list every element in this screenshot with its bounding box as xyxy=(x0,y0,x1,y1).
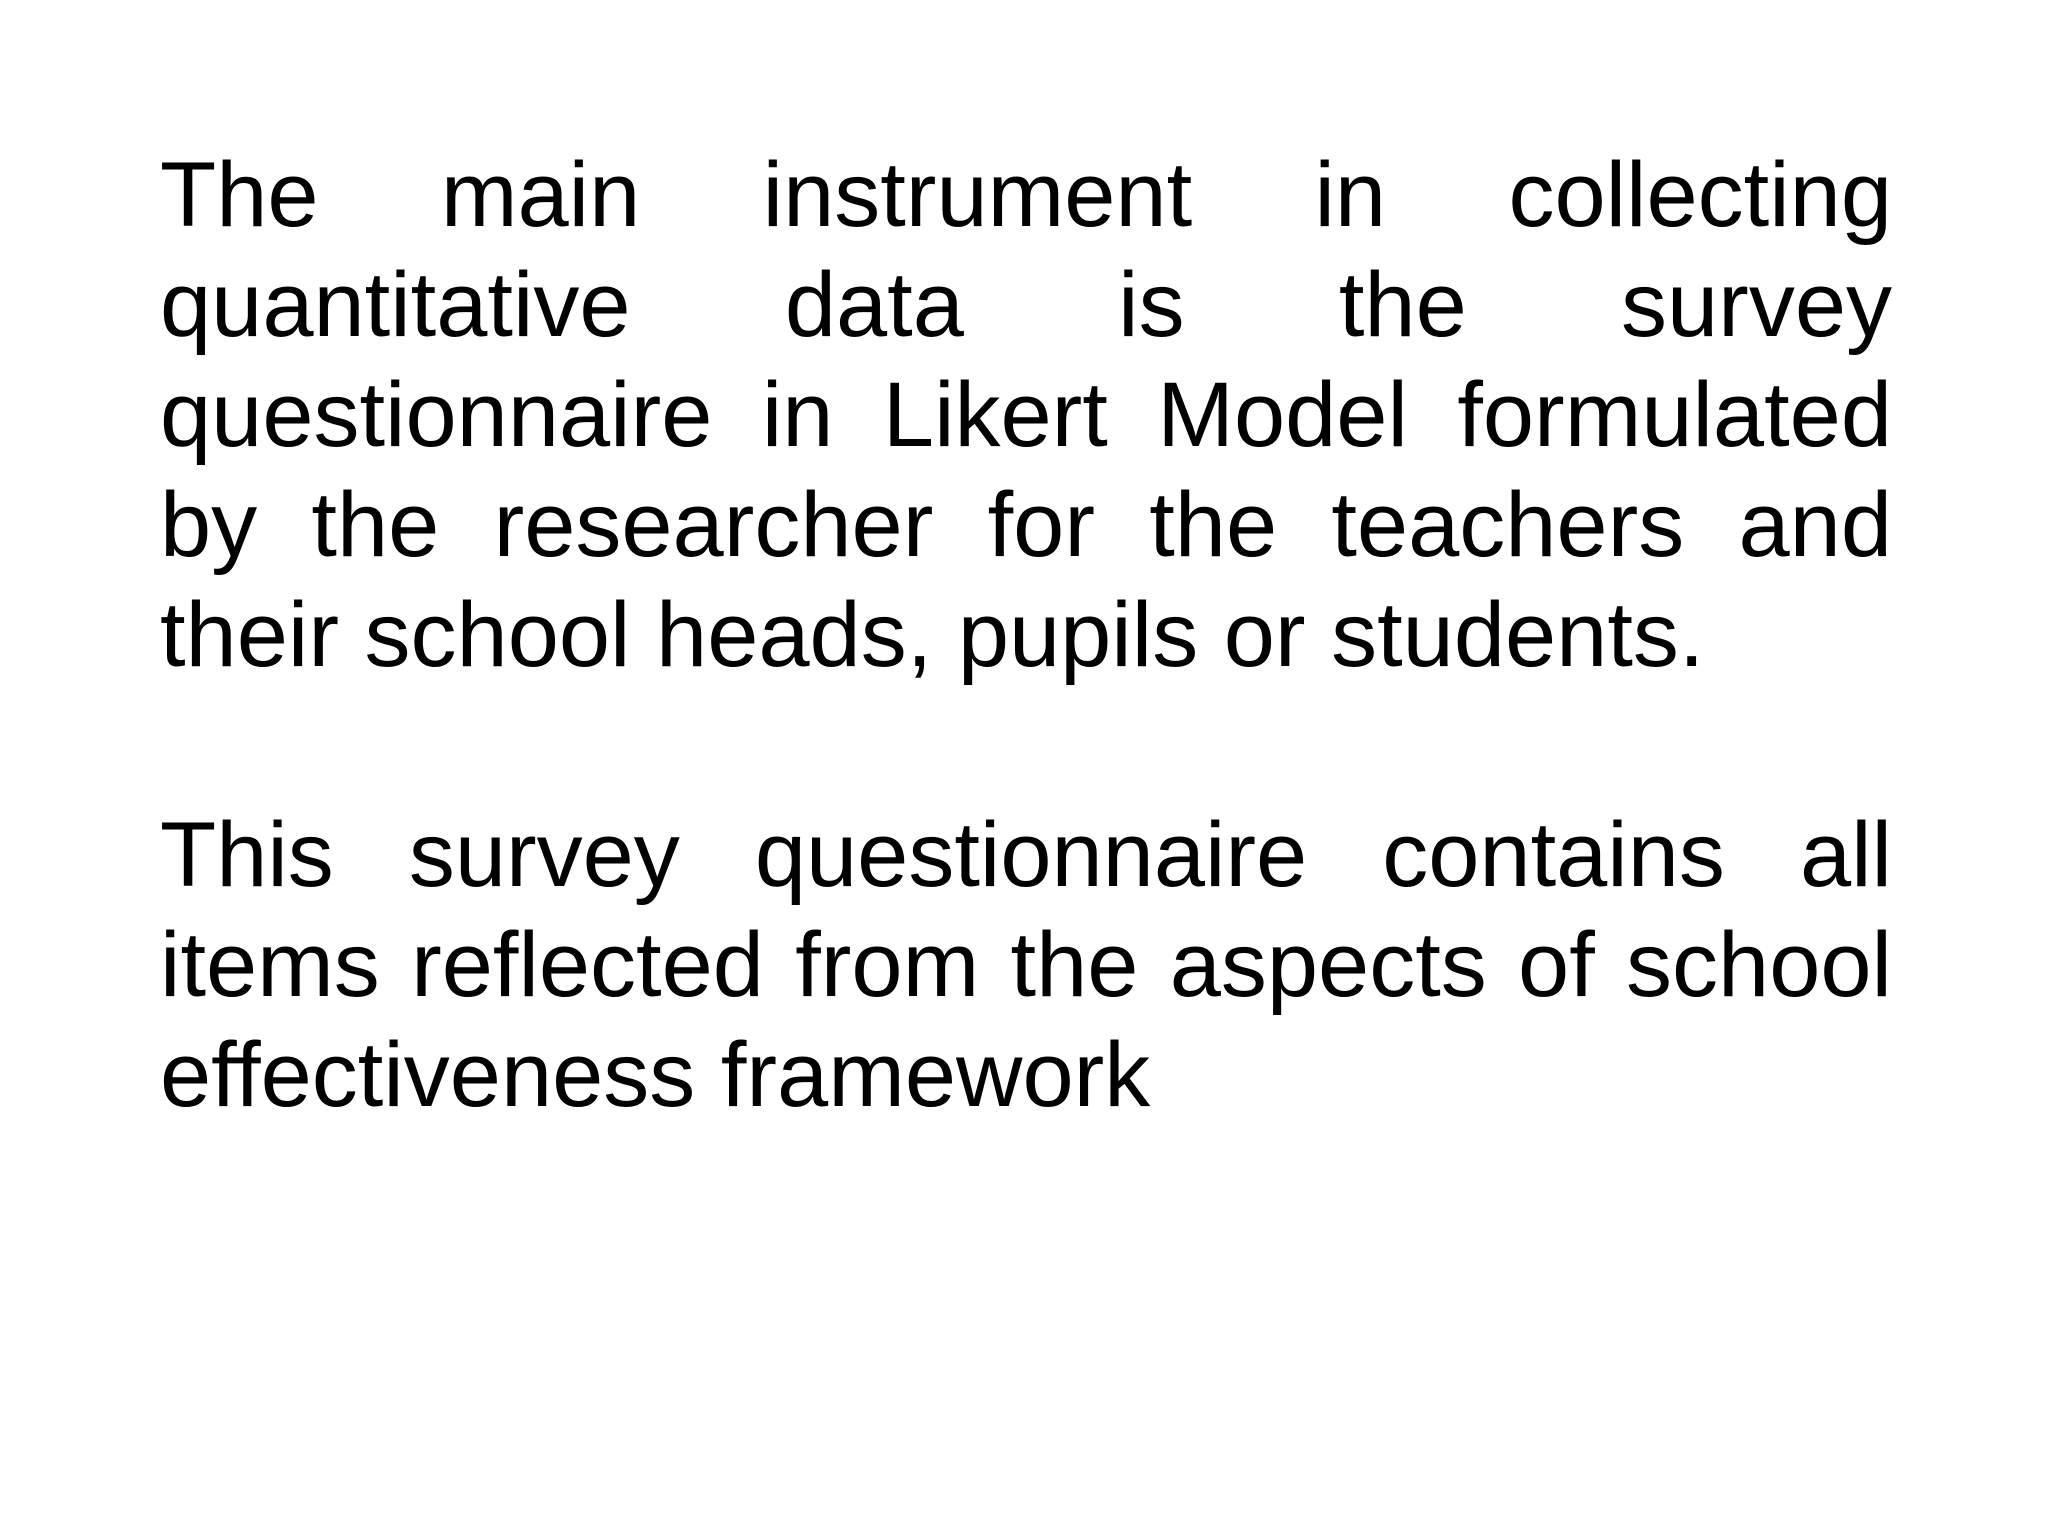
paragraph-instrument: The main instrument in collecting quantitative data is the survey questionnaire in Likert Model formulated by the researcher for the teachers and their school heads, pupils or students. xyxy=(160,144,1892,686)
paragraph-contents: This survey questionnaire contains all items reflected from the aspects of school effectiveness framework xyxy=(160,804,1892,1126)
slide-body xyxy=(160,140,1892,1130)
